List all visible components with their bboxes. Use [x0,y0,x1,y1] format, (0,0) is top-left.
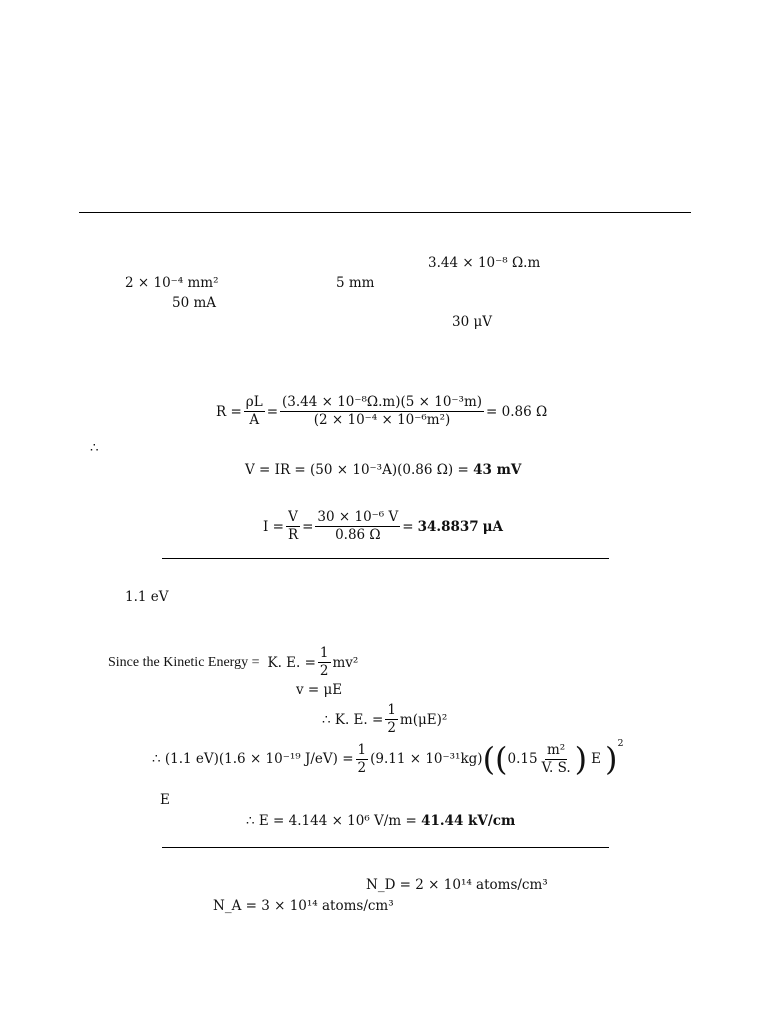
eq3-unit: μA [482,518,503,535]
acceptor-concentration: N_A = 3 × 10¹⁴ atoms/cm³ [213,898,394,914]
eq1-result: = 0.86 Ω [486,403,548,420]
ke3-coef: 0.15 [507,751,538,767]
ke2-fraction [385,702,398,737]
ke-num: 1 [319,645,329,661]
ke3-prefix: ∴ (1.1 eV)(1.6 × 10⁻¹⁹ J/eV) = [152,751,354,767]
eq1-fraction [244,394,265,429]
donor-concentration: N_D = 2 × 10¹⁴ atoms/cm³ [366,877,548,893]
field-value: 41.44 kV/cm [421,813,516,829]
ke3-close-outer: ) [604,740,618,778]
eq1-lhs: R = [216,403,242,420]
ke-text: Since the Kinetic Energy = [108,654,260,670]
section-divider-2 [162,847,609,848]
given-current: 50 mA [172,295,217,311]
eq3-num2: 30 × 10⁻⁶ V [317,509,399,525]
top-divider [79,212,691,213]
eq1-den2: (2 × 10⁻⁴ × 10⁻⁶m²) [313,412,451,428]
eq2-result: 43 mV [473,462,522,478]
eq3-num: V [288,509,298,525]
eq3-result: 34.8837 [417,518,479,535]
given-length: 5 mm [336,275,375,291]
eq3-fraction [286,509,300,544]
ke3-unum: m² [547,741,566,758]
eq1-fraction2 [280,394,484,429]
ke3-mid: (9.11 × 10⁻³¹kg) [370,751,483,767]
ke3-open-parens: (( [482,740,508,778]
ke3-var: E [591,751,601,767]
ke3-uden: V. S. [541,759,571,776]
ke3-line [152,740,624,778]
section-divider-1 [162,558,609,559]
ke3-fraction [356,742,369,777]
given-resistivity: 3.44 × 10⁻⁸ Ω.m [428,255,541,271]
eq3-lhs: I = [263,518,284,535]
ke3-close-inner: ) [574,740,588,778]
voltage-equation [245,462,521,478]
ke-line [108,645,358,680]
given-voltage: 30 μV [452,314,492,330]
eq2-main: V = IR = (50 × 10⁻³A)(0.86 Ω) = [245,462,469,478]
therefore-symbol: ∴ [90,440,99,456]
current-equation [263,509,503,544]
given-energy: 1.1 eV [125,589,169,605]
ke2-num: 1 [387,702,396,718]
velocity-equation: v = μE [296,682,343,698]
eq1-den: A [249,412,260,428]
eq3-den2: 0.86 Ω [335,527,381,543]
eq3-equals: = [302,518,314,535]
ke2-den: 2 [387,720,396,736]
field-result [246,813,515,829]
ke-formula: K. E. = [267,654,316,671]
ke3-num: 1 [357,741,367,758]
eq1-num: ρL [245,394,263,410]
ke2-tail: m(μE)² [399,711,448,728]
resistance-equation [216,394,547,429]
eq3-fraction2 [315,509,400,544]
eq3-den: R [287,527,299,543]
eq3-equals2: = [402,518,414,535]
eq1-equals: = [266,403,278,420]
eq1-num2: (3.44 × 10⁻⁸Ω.m)(5 × 10⁻³m) [282,394,483,410]
field-main: ∴ E = 4.144 × 10⁶ V/m = [246,813,417,829]
ke2-prefix: ∴ K. E. = [322,711,384,728]
ke3-den: 2 [357,759,367,776]
ke-fraction [318,645,331,680]
given-area: 2 × 10⁻⁴ mm² [125,275,219,291]
ke-den: 2 [319,663,329,679]
ke3-power: 2 [617,738,624,749]
e-label: E [160,792,170,808]
ke3-unit-fraction [540,742,573,777]
ke2-line [322,702,447,737]
ke-tail: mv² [332,654,359,671]
